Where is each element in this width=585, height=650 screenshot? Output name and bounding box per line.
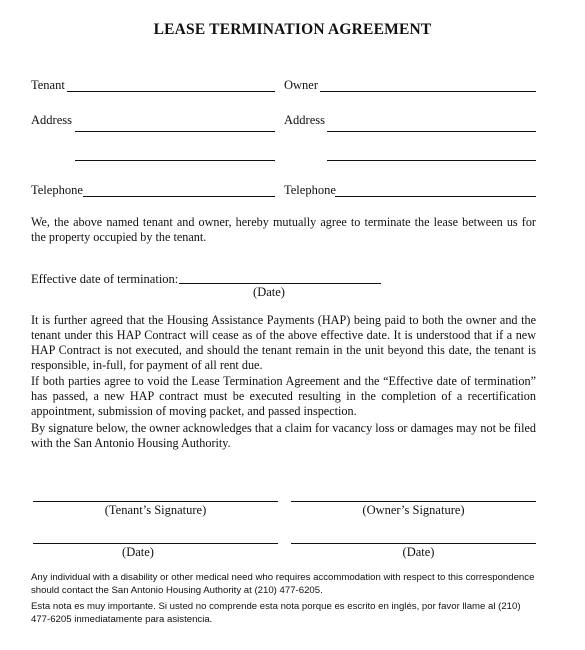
effective-date-caption: (Date) [253, 285, 285, 299]
tenant-address-line-1[interactable] [75, 131, 275, 132]
owner-date-line[interactable] [291, 543, 536, 544]
owner-address-line-2[interactable] [327, 160, 536, 161]
owner-line[interactable] [320, 91, 536, 92]
owner-telephone-line[interactable] [335, 196, 536, 197]
tenant-telephone-label: Telephone [31, 183, 83, 197]
tenant-date-caption: (Date) [122, 545, 154, 559]
tenant-signature-line[interactable] [33, 501, 278, 502]
owner-telephone-label: Telephone [284, 183, 336, 197]
tenant-address-line-2[interactable] [75, 160, 275, 161]
document-title: LEASE TERMINATION AGREEMENT [153, 21, 432, 38]
tenant-signature-caption: (Tenant’s Signature) [104, 503, 207, 517]
mutual-agreement-paragraph: We, the above named tenant and owner, hereby mutually agree to terminate the lease between us for the property occupied by the tenant. [31, 215, 536, 244]
accommodation-notice: Any individual with a disability or other medical need who requires accommodation with respect to this correspondence should contact the San Antonio Housing Authority at (210) 477-6205. [31, 572, 535, 596]
owner-label: Owner [284, 78, 319, 92]
hap-payments-paragraph: It is further agreed that the Housing Assistance Payments (HAP) being paid to both the owner and the tenant under this HAP Contract will cease as of the above effective date. It is understood that if a new HAP Contract is not executed, and should the tenant remain in the unit beyond this date, the tenant is responsible, in-full, for payment of all rent due. [31, 313, 536, 372]
void-agreement-paragraph: If both parties agree to void the Lease Termination Agreement and the “Effective date of termination” has passed, a new HAP contract must be executed resulting in the completion of a recertification appointment, submission of moving packet, and passed inspection. [31, 374, 536, 418]
tenant-label: Tenant [31, 78, 65, 92]
tenant-telephone-line[interactable] [83, 196, 275, 197]
tenant-address-label: Address [31, 113, 72, 127]
owner-date-caption: (Date) [402, 545, 435, 559]
tenant-date-line[interactable] [33, 543, 278, 544]
spanish-notice: Esta nota es muy importante. Si usted no comprende esta nota porque es escrito en inglés, por favor llame al (210) 477-6205 inmediatamente para asistencia. [31, 601, 521, 625]
effective-date-line[interactable] [179, 283, 381, 284]
owner-signature-caption: (Owner’s Signature) [362, 503, 465, 517]
owner-acknowledgement-paragraph: By signature below, the owner acknowledges that a claim for vacancy loss or damages may not be filed with the San Antonio Housing Authority. [31, 421, 536, 450]
owner-address-line-1[interactable] [327, 131, 536, 132]
owner-signature-line[interactable] [291, 501, 536, 502]
effective-date-label: Effective date of termination: [31, 272, 179, 286]
owner-address-label: Address [284, 113, 325, 127]
tenant-line[interactable] [67, 91, 275, 92]
